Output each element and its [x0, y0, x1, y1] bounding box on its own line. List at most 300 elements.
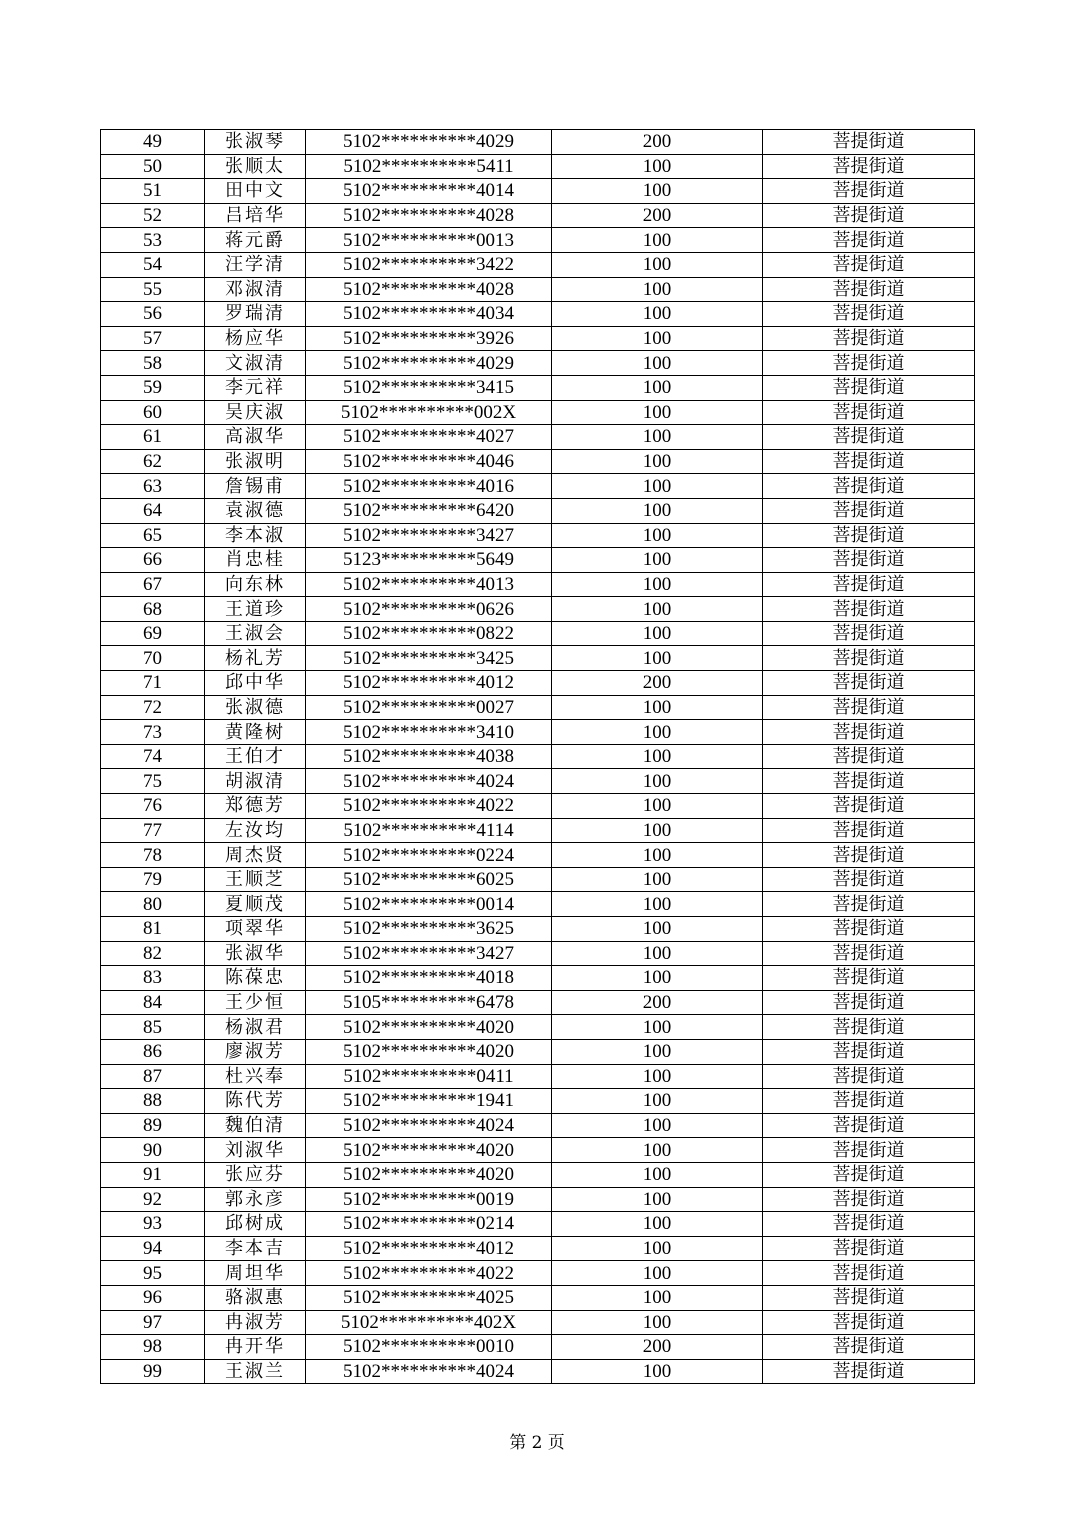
table-row	[101, 695, 975, 720]
row-number-cell: 64	[101, 498, 205, 523]
subdistrict-cell: 菩提街道	[763, 277, 975, 302]
id-number-cell: 5102**********4022	[306, 794, 552, 819]
amount-cell: 100	[552, 400, 763, 425]
subdistrict-cell: 菩提街道	[763, 621, 975, 646]
amount-cell: 100	[552, 695, 763, 720]
subdistrict-cell: 菩提街道	[763, 1162, 975, 1187]
table-row	[101, 843, 975, 868]
row-number-cell: 92	[101, 1187, 205, 1212]
table-row	[101, 646, 975, 671]
id-number-cell: 5102**********4016	[306, 474, 552, 499]
id-number-cell: 5102**********4022	[306, 1261, 552, 1286]
id-number-cell: 5102**********4024	[306, 1113, 552, 1138]
table-row	[101, 671, 975, 696]
id-number-cell: 5102**********0626	[306, 597, 552, 622]
row-number-cell: 97	[101, 1310, 205, 1335]
table-row	[101, 1089, 975, 1114]
id-number-cell: 5102**********6420	[306, 498, 552, 523]
row-number-cell: 67	[101, 572, 205, 597]
table-row	[101, 1039, 975, 1064]
amount-cell: 100	[552, 449, 763, 474]
subdistrict-cell: 菩提街道	[763, 917, 975, 942]
table-row	[101, 597, 975, 622]
id-number-cell: 5102**********4027	[306, 425, 552, 450]
person-name-cell: 杨礼芳	[205, 646, 306, 671]
table-row	[101, 917, 975, 942]
table-row	[101, 523, 975, 548]
id-number-cell: 5102**********4013	[306, 572, 552, 597]
table-row	[101, 203, 975, 228]
amount-cell: 100	[552, 917, 763, 942]
subdistrict-cell: 菩提街道	[763, 1212, 975, 1237]
id-number-cell: 5102**********402X	[306, 1310, 552, 1335]
table-row	[101, 941, 975, 966]
table-row	[101, 1359, 975, 1384]
row-number-cell: 78	[101, 843, 205, 868]
person-name-cell: 冉淑芳	[205, 1310, 306, 1335]
person-name-cell: 项翠华	[205, 917, 306, 942]
table-row	[101, 720, 975, 745]
id-number-cell: 5102**********0013	[306, 228, 552, 253]
table-row	[101, 1113, 975, 1138]
person-name-cell: 李本吉	[205, 1236, 306, 1261]
row-number-cell: 99	[101, 1359, 205, 1384]
id-number-cell: 5102**********4012	[306, 671, 552, 696]
row-number-cell: 94	[101, 1236, 205, 1261]
subdistrict-cell: 菩提街道	[763, 228, 975, 253]
row-number-cell: 85	[101, 1015, 205, 1040]
table-row	[101, 375, 975, 400]
amount-cell: 100	[552, 326, 763, 351]
subdistrict-cell: 菩提街道	[763, 1015, 975, 1040]
table-row	[101, 1236, 975, 1261]
subdistrict-cell: 菩提街道	[763, 941, 975, 966]
subdistrict-cell: 菩提街道	[763, 1039, 975, 1064]
id-number-cell: 5102**********4012	[306, 1236, 552, 1261]
person-name-cell: 张淑明	[205, 449, 306, 474]
id-number-cell: 5123**********5649	[306, 548, 552, 573]
person-name-cell: 李元祥	[205, 375, 306, 400]
table-row	[101, 449, 975, 474]
table-row	[101, 400, 975, 425]
amount-cell: 200	[552, 671, 763, 696]
amount-cell: 100	[552, 1039, 763, 1064]
amount-cell: 100	[552, 474, 763, 499]
person-name-cell: 刘淑华	[205, 1138, 306, 1163]
id-number-cell: 5102**********4024	[306, 1359, 552, 1384]
person-name-cell: 周杰贤	[205, 843, 306, 868]
amount-cell: 100	[552, 867, 763, 892]
table-row	[101, 1335, 975, 1360]
table-row	[101, 892, 975, 917]
subdistrict-cell: 菩提街道	[763, 671, 975, 696]
id-number-cell: 5102**********4034	[306, 302, 552, 327]
person-name-cell: 周坦华	[205, 1261, 306, 1286]
person-name-cell: 文淑清	[205, 351, 306, 376]
table-row	[101, 548, 975, 573]
table-row	[101, 474, 975, 499]
person-name-cell: 王道珍	[205, 597, 306, 622]
table-row	[101, 326, 975, 351]
id-number-cell: 5102**********3926	[306, 326, 552, 351]
amount-cell: 100	[552, 621, 763, 646]
page-number: 第 2 页	[509, 1433, 565, 1453]
subdistrict-cell: 菩提街道	[763, 1089, 975, 1114]
id-number-cell: 5102**********0027	[306, 695, 552, 720]
row-number-cell: 76	[101, 794, 205, 819]
row-number-cell: 90	[101, 1138, 205, 1163]
row-number-cell: 89	[101, 1113, 205, 1138]
amount-cell: 100	[552, 818, 763, 843]
amount-cell: 100	[552, 351, 763, 376]
person-name-cell: 郭永彦	[205, 1187, 306, 1212]
id-number-cell: 5102**********4020	[306, 1015, 552, 1040]
amount-cell: 100	[552, 523, 763, 548]
id-number-cell: 5102**********4029	[306, 351, 552, 376]
person-name-cell: 肖忠桂	[205, 548, 306, 573]
subdistrict-cell: 菩提街道	[763, 1335, 975, 1360]
table-row	[101, 425, 975, 450]
amount-cell: 100	[552, 1162, 763, 1187]
amount-cell: 100	[552, 941, 763, 966]
table-row	[101, 794, 975, 819]
row-number-cell: 80	[101, 892, 205, 917]
subdistrict-cell: 菩提街道	[763, 548, 975, 573]
amount-cell: 100	[552, 720, 763, 745]
id-number-cell: 5102**********4020	[306, 1039, 552, 1064]
row-number-cell: 84	[101, 990, 205, 1015]
amount-cell: 100	[552, 498, 763, 523]
row-number-cell: 81	[101, 917, 205, 942]
id-number-cell: 5102**********3427	[306, 941, 552, 966]
id-number-cell: 5102**********3415	[306, 375, 552, 400]
subdistrict-cell: 菩提街道	[763, 744, 975, 769]
id-number-cell: 5102**********4046	[306, 449, 552, 474]
row-number-cell: 96	[101, 1285, 205, 1310]
id-number-cell: 5102**********4018	[306, 966, 552, 991]
amount-cell: 100	[552, 572, 763, 597]
table-row	[101, 621, 975, 646]
subdistrict-cell: 菩提街道	[763, 1138, 975, 1163]
person-name-cell: 邱中华	[205, 671, 306, 696]
row-number-cell: 70	[101, 646, 205, 671]
id-number-cell: 5102**********3427	[306, 523, 552, 548]
person-name-cell: 蒋元爵	[205, 228, 306, 253]
subdistrict-cell: 菩提街道	[763, 1236, 975, 1261]
amount-cell: 100	[552, 1064, 763, 1089]
person-name-cell: 吕培华	[205, 203, 306, 228]
id-number-cell: 5102**********3422	[306, 252, 552, 277]
row-number-cell: 56	[101, 302, 205, 327]
row-number-cell: 68	[101, 597, 205, 622]
person-name-cell: 陈代芳	[205, 1089, 306, 1114]
person-name-cell: 王伯才	[205, 744, 306, 769]
amount-cell: 100	[552, 1113, 763, 1138]
amount-cell: 100	[552, 794, 763, 819]
row-number-cell: 82	[101, 941, 205, 966]
person-name-cell: 袁淑德	[205, 498, 306, 523]
id-number-cell: 5102**********4114	[306, 818, 552, 843]
row-number-cell: 58	[101, 351, 205, 376]
table-row	[101, 1212, 975, 1237]
id-number-cell: 5102**********4024	[306, 769, 552, 794]
table-row	[101, 154, 975, 179]
table-row	[101, 572, 975, 597]
person-name-cell: 向东林	[205, 572, 306, 597]
person-name-cell: 张应芬	[205, 1162, 306, 1187]
person-name-cell: 汪学清	[205, 252, 306, 277]
amount-cell: 100	[552, 154, 763, 179]
person-name-cell: 王淑兰	[205, 1359, 306, 1384]
id-number-cell: 5102**********5411	[306, 154, 552, 179]
table-row	[101, 130, 975, 155]
id-number-cell: 5102**********0411	[306, 1064, 552, 1089]
amount-cell: 100	[552, 1359, 763, 1384]
id-number-cell: 5102**********0010	[306, 1335, 552, 1360]
table-row	[101, 252, 975, 277]
amount-cell: 200	[552, 990, 763, 1015]
id-number-cell: 5102**********4025	[306, 1285, 552, 1310]
amount-cell: 100	[552, 375, 763, 400]
table-row	[101, 990, 975, 1015]
row-number-cell: 98	[101, 1335, 205, 1360]
amount-cell: 100	[552, 1138, 763, 1163]
amount-cell: 100	[552, 179, 763, 204]
amount-cell: 100	[552, 1261, 763, 1286]
subdistrict-cell: 菩提街道	[763, 1113, 975, 1138]
table-row	[101, 302, 975, 327]
row-number-cell: 79	[101, 867, 205, 892]
subdistrict-cell: 菩提街道	[763, 646, 975, 671]
person-name-cell: 冉开华	[205, 1335, 306, 1360]
person-name-cell: 邱树成	[205, 1212, 306, 1237]
row-number-cell: 93	[101, 1212, 205, 1237]
subdistrict-cell: 菩提街道	[763, 1310, 975, 1335]
person-name-cell: 胡淑清	[205, 769, 306, 794]
amount-cell: 100	[552, 252, 763, 277]
subdistrict-cell: 菩提街道	[763, 498, 975, 523]
subdistrict-cell: 菩提街道	[763, 572, 975, 597]
subdistrict-cell: 菩提街道	[763, 769, 975, 794]
row-number-cell: 57	[101, 326, 205, 351]
person-name-cell: 黄隆树	[205, 720, 306, 745]
table-row	[101, 179, 975, 204]
subdistrict-cell: 菩提街道	[763, 203, 975, 228]
id-number-cell: 5105**********6478	[306, 990, 552, 1015]
table-row	[101, 1285, 975, 1310]
id-number-cell: 5102**********3625	[306, 917, 552, 942]
id-number-cell: 5102**********4028	[306, 203, 552, 228]
amount-cell: 100	[552, 597, 763, 622]
table-row	[101, 1261, 975, 1286]
subdistrict-cell: 菩提街道	[763, 351, 975, 376]
row-number-cell: 62	[101, 449, 205, 474]
amount-cell: 100	[552, 744, 763, 769]
row-number-cell: 83	[101, 966, 205, 991]
row-number-cell: 52	[101, 203, 205, 228]
row-number-cell: 61	[101, 425, 205, 450]
row-number-cell: 63	[101, 474, 205, 499]
recipient-table	[100, 129, 975, 1384]
id-number-cell: 5102**********3410	[306, 720, 552, 745]
subdistrict-cell: 菩提街道	[763, 523, 975, 548]
amount-cell: 100	[552, 228, 763, 253]
person-name-cell: 廖淑芳	[205, 1039, 306, 1064]
id-number-cell: 5102**********3425	[306, 646, 552, 671]
amount-cell: 100	[552, 425, 763, 450]
person-name-cell: 詹锡甫	[205, 474, 306, 499]
row-number-cell: 69	[101, 621, 205, 646]
amount-cell: 100	[552, 1212, 763, 1237]
subdistrict-cell: 菩提街道	[763, 966, 975, 991]
table-row	[101, 1310, 975, 1335]
person-name-cell: 夏顺茂	[205, 892, 306, 917]
row-number-cell: 75	[101, 769, 205, 794]
id-number-cell: 5102**********4028	[306, 277, 552, 302]
amount-cell: 100	[552, 1285, 763, 1310]
subdistrict-cell: 菩提街道	[763, 326, 975, 351]
amount-cell: 100	[552, 277, 763, 302]
subdistrict-cell: 菩提街道	[763, 1187, 975, 1212]
subdistrict-cell: 菩提街道	[763, 990, 975, 1015]
person-name-cell: 陈葆忠	[205, 966, 306, 991]
row-number-cell: 88	[101, 1089, 205, 1114]
subdistrict-cell: 菩提街道	[763, 449, 975, 474]
id-number-cell: 5102**********4029	[306, 130, 552, 155]
subdistrict-cell: 菩提街道	[763, 425, 975, 450]
row-number-cell: 71	[101, 671, 205, 696]
table-row	[101, 498, 975, 523]
subdistrict-cell: 菩提街道	[763, 179, 975, 204]
amount-cell: 100	[552, 548, 763, 573]
person-name-cell: 吴庆淑	[205, 400, 306, 425]
id-number-cell: 5102**********0019	[306, 1187, 552, 1212]
person-name-cell: 邓淑清	[205, 277, 306, 302]
table-row	[101, 769, 975, 794]
person-name-cell: 高淑华	[205, 425, 306, 450]
table-row	[101, 867, 975, 892]
row-number-cell: 55	[101, 277, 205, 302]
subdistrict-cell: 菩提街道	[763, 400, 975, 425]
table-body	[101, 130, 975, 1384]
amount-cell: 100	[552, 1236, 763, 1261]
subdistrict-cell: 菩提街道	[763, 818, 975, 843]
row-number-cell: 74	[101, 744, 205, 769]
amount-cell: 100	[552, 966, 763, 991]
row-number-cell: 87	[101, 1064, 205, 1089]
subdistrict-cell: 菩提街道	[763, 154, 975, 179]
table-row	[101, 1064, 975, 1089]
row-number-cell: 59	[101, 375, 205, 400]
id-number-cell: 5102**********4020	[306, 1162, 552, 1187]
subdistrict-cell: 菩提街道	[763, 252, 975, 277]
person-name-cell: 罗瑞清	[205, 302, 306, 327]
amount-cell: 100	[552, 646, 763, 671]
amount-cell: 100	[552, 1015, 763, 1040]
subdistrict-cell: 菩提街道	[763, 843, 975, 868]
row-number-cell: 50	[101, 154, 205, 179]
amount-cell: 100	[552, 1187, 763, 1212]
id-number-cell: 5102**********0214	[306, 1212, 552, 1237]
person-name-cell: 杨应华	[205, 326, 306, 351]
person-name-cell: 杨淑君	[205, 1015, 306, 1040]
row-number-cell: 51	[101, 179, 205, 204]
row-number-cell: 72	[101, 695, 205, 720]
person-name-cell: 左汝均	[205, 818, 306, 843]
row-number-cell: 53	[101, 228, 205, 253]
person-name-cell: 张顺太	[205, 154, 306, 179]
person-name-cell: 张淑德	[205, 695, 306, 720]
subdistrict-cell: 菩提街道	[763, 1064, 975, 1089]
id-number-cell: 5102**********6025	[306, 867, 552, 892]
row-number-cell: 73	[101, 720, 205, 745]
subdistrict-cell: 菩提街道	[763, 302, 975, 327]
table-row	[101, 1187, 975, 1212]
amount-cell: 200	[552, 203, 763, 228]
amount-cell: 100	[552, 302, 763, 327]
row-number-cell: 77	[101, 818, 205, 843]
subdistrict-cell: 菩提街道	[763, 1285, 975, 1310]
person-name-cell: 魏伯清	[205, 1113, 306, 1138]
amount-cell: 100	[552, 769, 763, 794]
row-number-cell: 65	[101, 523, 205, 548]
table-row	[101, 966, 975, 991]
subdistrict-cell: 菩提街道	[763, 130, 975, 155]
subdistrict-cell: 菩提街道	[763, 892, 975, 917]
id-number-cell: 5102**********0224	[306, 843, 552, 868]
row-number-cell: 49	[101, 130, 205, 155]
subdistrict-cell: 菩提街道	[763, 867, 975, 892]
table-row	[101, 228, 975, 253]
row-number-cell: 95	[101, 1261, 205, 1286]
amount-cell: 200	[552, 1335, 763, 1360]
table-row	[101, 1138, 975, 1163]
table-row	[101, 744, 975, 769]
table-row	[101, 1015, 975, 1040]
person-name-cell: 骆淑惠	[205, 1285, 306, 1310]
person-name-cell: 王少恒	[205, 990, 306, 1015]
table-row	[101, 1162, 975, 1187]
amount-cell: 100	[552, 843, 763, 868]
subdistrict-cell: 菩提街道	[763, 794, 975, 819]
row-number-cell: 66	[101, 548, 205, 573]
row-number-cell: 91	[101, 1162, 205, 1187]
id-number-cell: 5102**********0822	[306, 621, 552, 646]
amount-cell: 100	[552, 1089, 763, 1114]
person-name-cell: 李本淑	[205, 523, 306, 548]
id-number-cell: 5102**********1941	[306, 1089, 552, 1114]
table-row	[101, 818, 975, 843]
subdistrict-cell: 菩提街道	[763, 375, 975, 400]
amount-cell: 100	[552, 892, 763, 917]
subdistrict-cell: 菩提街道	[763, 474, 975, 499]
amount-cell: 200	[552, 130, 763, 155]
id-number-cell: 5102**********4014	[306, 179, 552, 204]
id-number-cell: 5102**********002X	[306, 400, 552, 425]
amount-cell: 100	[552, 1310, 763, 1335]
subdistrict-cell: 菩提街道	[763, 720, 975, 745]
table-row	[101, 277, 975, 302]
person-name-cell: 郑德芳	[205, 794, 306, 819]
subdistrict-cell: 菩提街道	[763, 1359, 975, 1384]
person-name-cell: 张淑琴	[205, 130, 306, 155]
person-name-cell: 王淑会	[205, 621, 306, 646]
id-number-cell: 5102**********4020	[306, 1138, 552, 1163]
row-number-cell: 60	[101, 400, 205, 425]
person-name-cell: 田中文	[205, 179, 306, 204]
subdistrict-cell: 菩提街道	[763, 695, 975, 720]
subdistrict-cell: 菩提街道	[763, 1261, 975, 1286]
